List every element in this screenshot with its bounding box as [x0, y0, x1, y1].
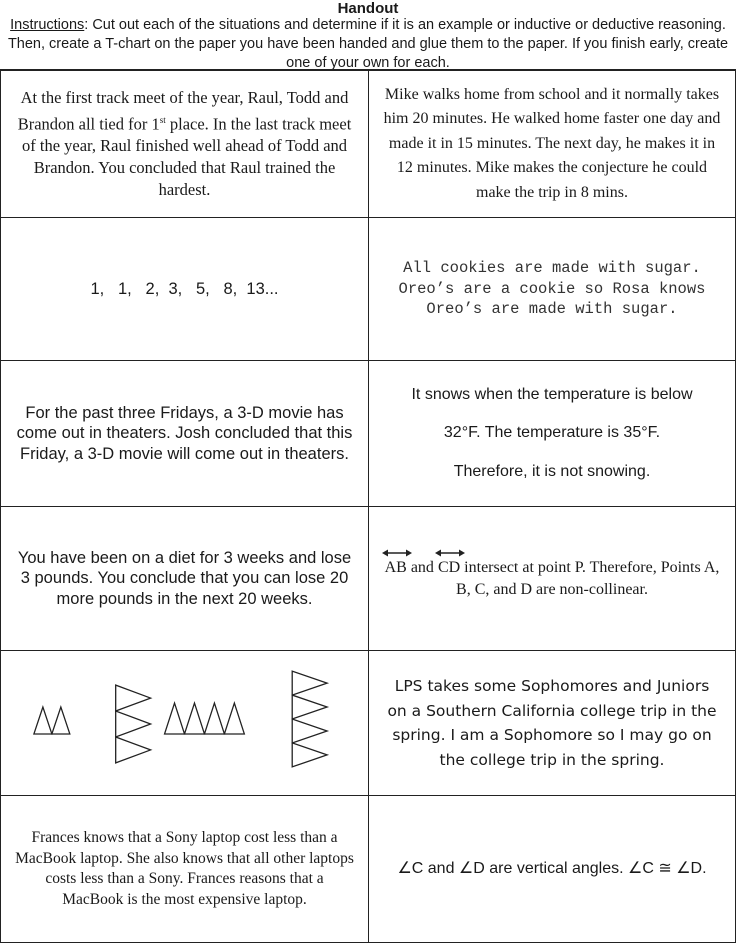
instructions	[6, 16, 730, 73]
card-cookies-text: All cookies are made with sugar. Oreo’s are a cookie so Rosa knows Oreo’s are made with sugar.	[398, 259, 706, 319]
card-diet-text: You have been on a diet for 3 weeks and lose 3 pounds. You conclude that you can lose 20 more pounds in the next 20 weeks.	[17, 548, 352, 608]
triangle-right	[292, 719, 327, 743]
double-arrow-icon	[382, 548, 412, 558]
snow-line-3: Therefore, it is not snowing.	[453, 462, 651, 480]
track-meet-sup: st	[159, 114, 166, 125]
snow-line-1: It snows when the temperature is below	[411, 385, 693, 403]
card-lines[interactable]	[369, 507, 735, 651]
line-ab-label: AB	[384, 558, 407, 576]
card-track-meet-text	[15, 87, 354, 202]
triangle-up	[52, 707, 70, 734]
line-ab	[385, 557, 407, 579]
triangle-right	[292, 671, 327, 695]
card-fibonacci[interactable]	[1, 218, 369, 361]
triangle-right	[116, 736, 151, 762]
triangle-right	[292, 695, 327, 719]
track-meet-text-b: place. In the last track meet of the year, Raul finished well ahead of Todd and Brandon. You concluded that Raul trained the hardest.	[21, 114, 352, 200]
line-cd	[438, 557, 460, 579]
instructions-lead: Instructions	[10, 17, 85, 33]
line-and: and	[406, 558, 438, 576]
triangle-right	[116, 711, 151, 737]
card-laptops[interactable]	[1, 796, 369, 942]
triangle-pattern-figure	[1, 651, 368, 796]
line-rest: intersect at point P. Therefore, Points A, B, C, and D are non-collinear.	[456, 558, 720, 598]
triangle-right	[292, 742, 327, 766]
card-diet[interactable]	[1, 507, 369, 651]
instructions-text: : Cut out each of the situations and determine if it is an example or inductive or deductive reasoning. Then, create a T-chart on the paper you have been handed and glue them to the paper. If you finish early, create one of your own for each.	[7, 17, 729, 71]
card-fibonacci-text: 1, 1, 2, 3, 5, 8, 13...	[90, 279, 279, 298]
card-lps-trip[interactable]	[369, 651, 735, 796]
card-mike-walks-text: Mike walks home from school and it normally takes him 20 minutes. He walked home faster one day and made it in 15 minutes. The next day, he makes it in 12 minutes. Mike makes the conjecture he could make the trip in 8 mins.	[383, 85, 721, 201]
card-lines-text	[383, 557, 721, 601]
triangle-up	[224, 703, 244, 734]
triangle-up	[204, 703, 224, 734]
card-vertical-angles[interactable]	[369, 796, 735, 942]
card-laptops-text: Frances knows that a Sony laptop cost less than a MacBook laptop. She also knows that all other laptops costs less than a Sony. Frances reasons that a MacBook is the most expensive laptop.	[15, 829, 354, 908]
snow-line-2: 32°F. The temperature is 35°F.	[443, 424, 661, 442]
double-arrow-icon	[435, 548, 465, 558]
handout-title: Handout	[337, 0, 399, 17]
card-triangle-pattern[interactable]	[1, 651, 369, 796]
card-3d-movie-text: For the past three Fridays, a 3-D movie has come out in theaters. Josh concluded that this Friday, a 3-D movie will come out in theaters.	[16, 403, 353, 463]
card-3d-movie[interactable]	[1, 361, 369, 507]
triangle-up	[185, 703, 205, 734]
triangle-right	[116, 685, 151, 711]
card-snow[interactable]	[369, 361, 735, 507]
card-track-meet[interactable]	[1, 71, 369, 218]
line-cd-label: CD	[437, 558, 461, 576]
situations-grid	[0, 69, 736, 943]
track-meet-text-a: At the first track meet of the year, Raul, Todd and Brandon all tied for 1	[17, 87, 349, 134]
card-lps-trip-text: LPS takes some Sophomores and Juniors on a Southern California college trip in the spring. I am a Sophomore so I may go on the college trip in the spring.	[387, 677, 717, 769]
card-cookies[interactable]	[369, 218, 735, 361]
triangle-up	[34, 707, 52, 734]
card-vertical-angles-text: ∠C and ∠D are vertical angles. ∠C ≅ ∠D.	[397, 859, 707, 877]
card-snow-text	[411, 385, 692, 483]
triangle-up	[165, 703, 185, 734]
card-mike-walks[interactable]	[369, 71, 735, 218]
